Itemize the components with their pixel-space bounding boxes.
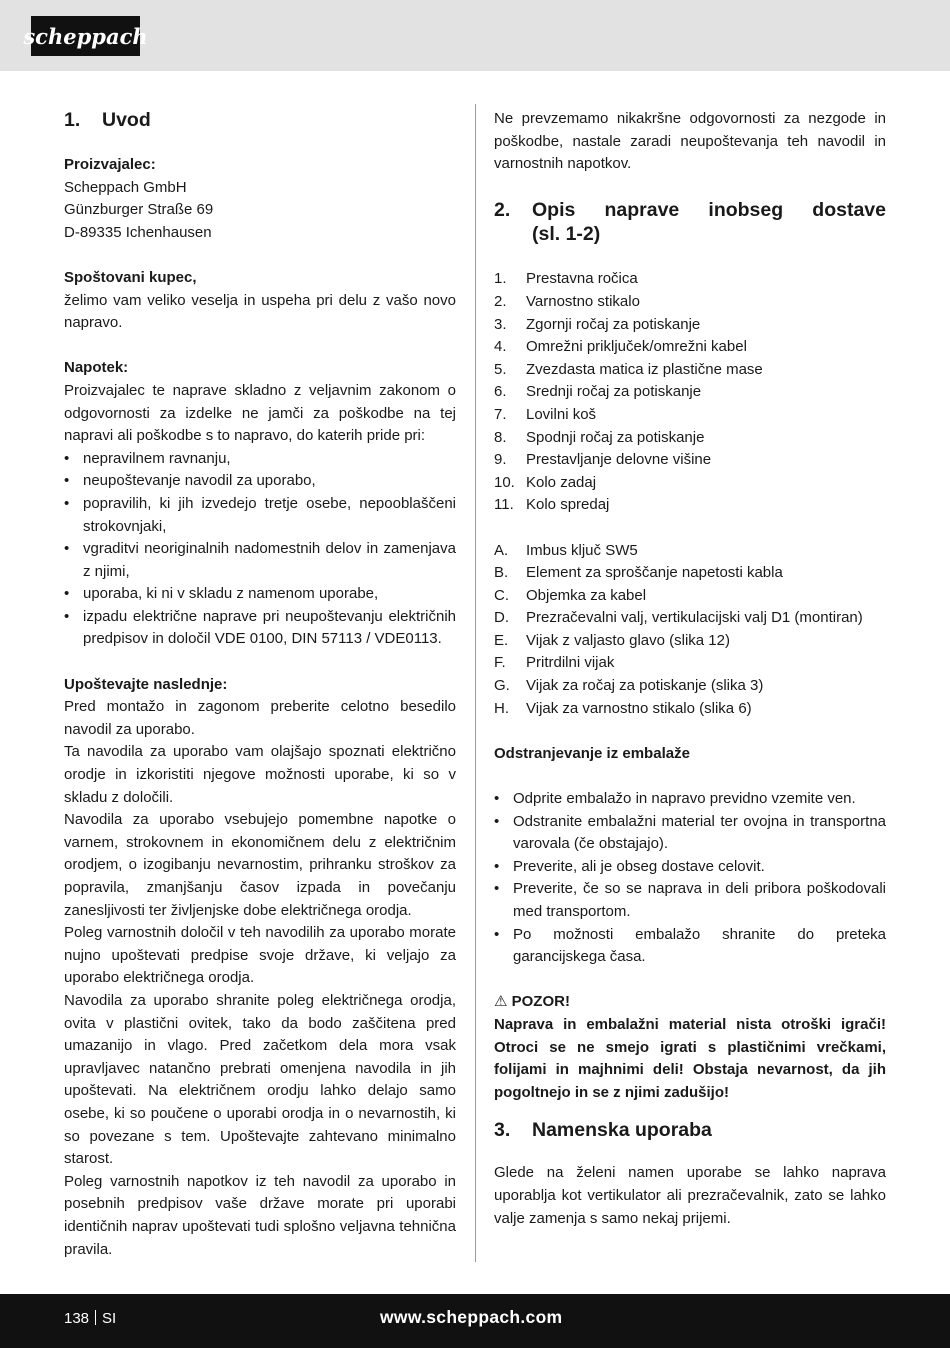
warning-label: POZOR! [511, 993, 570, 1011]
section-1-heading: 1. Uvod [64, 109, 151, 131]
list-item: E. Vijak z valjasto glavo (slika 12) [494, 631, 730, 649]
manufacturer-line: Scheppach GmbH [64, 178, 187, 196]
warning-triangle-icon: ⚠ [494, 993, 508, 1011]
note-label: Napotek: [64, 359, 129, 377]
list-item: • Odprite embalažo in napravo previdno vzemite ven. [494, 788, 886, 811]
customer-label: Spoštovani kupec, [64, 268, 197, 286]
list-item: H. Vijak za varnostno stikalo (slika 6) [494, 699, 752, 717]
list-item: • uporaba, ki ni v skladu z namenom uporabe, [64, 583, 456, 606]
list-item: 8. Spodnji ročaj za potiskanje [494, 428, 705, 446]
parts-list [494, 268, 886, 517]
unpack-bullet-list [494, 788, 886, 969]
observe-label: Upoštevajte naslednje: [64, 675, 228, 693]
scheppach-logo: scheppach [31, 16, 140, 56]
liability-text: Ne prevzemamo nikakršne odgovornosti za nezgode in poškodbe, nastale zaradi neupoštevanja teh navodil in varnostnih napotkov. [494, 110, 886, 173]
list-item: 10. Kolo zadaj [494, 473, 597, 491]
list-item: 7. Lovilni koš [494, 405, 597, 423]
website-link[interactable]: www.scheppach.com [380, 1307, 563, 1327]
list-item: • izpadu električne naprave pri neupoštevanju električnih predpisov in določil VDE 0100, DIN 57113 / VDE0113. [64, 606, 456, 651]
customer-text: želimo vam veliko veselja in uspeha pri delu z vašo novo napravo. [64, 291, 456, 332]
list-item: G. Vijak za ročaj za potiskanje (slika 3) [494, 677, 764, 695]
list-item: • nepravilnem ravnanju, [64, 448, 456, 471]
list-item: 4. Omrežni priključek/omrežni kabel [494, 338, 747, 356]
list-item: 2. Varnostno stikalo [494, 292, 640, 310]
list-item: • neupoštevanje navodil za uporabo, [64, 470, 456, 493]
language-code: SI [102, 1310, 117, 1327]
header-band [0, 0, 950, 71]
intended-use-text: Glede na želeni namen uporabe se lahko naprava uporablja kot vertikulator ali prezračevalnik, zato se lahko valje zamenja s samo nekaj prijemi. [494, 1164, 886, 1227]
manufacturer-label: Proizvajalec: [64, 156, 156, 173]
manufacturer-line: Günzburger Straße 69 [64, 201, 214, 219]
list-item: 5. Zvezdasta matica iz plastične mase [494, 360, 763, 378]
observe-paragraph: Ta navodila za uporabo vam olajšajo spoznati električno orodje in izkoristiti njegove možnosti uporabe, ki so v skladu z določili. [64, 743, 456, 806]
list-item: B. Element za sproščanje napetosti kabla [494, 564, 783, 582]
section-2-heading: 2. Opis naprave inobseg dostave [494, 199, 886, 222]
column-divider [475, 104, 476, 1262]
observe-paragraph: Pred montažo in zagonom preberite celotno besedilo navodil za uporabo. [64, 698, 456, 738]
observe-paragraph: Poleg varnostnih napotkov iz teh navodil za uporabo in posebnih predpisov vaše države morate pri uporabi identičnih naprav upoštevati tudi splošno veljavna tehnična pravila. [64, 1172, 456, 1258]
observe-paragraph: Navodila za uporabo vsebujejo pomembne napotke o varnem, strokovnem in ekonomičnem delu z električnim orodjem, o izogibanju nevarnostim, prihranku stroškov za popravila, zmanjšanju časov izpada in povečanju zanesljivosti ter življenjske dobe električnega orodja. [64, 811, 456, 919]
right-column [494, 108, 886, 1230]
section-3-heading: 3. Namenska uporaba [494, 1119, 712, 1142]
list-item: • Preverite, če so se naprava in deli pribora poškodovali med transportom. [494, 878, 886, 923]
warning-heading [494, 991, 886, 1014]
left-column [64, 108, 456, 1261]
list-item: 9. Prestavljanje delovne višine [494, 451, 712, 469]
note-bullet-list [64, 448, 456, 651]
list-item: • Odstranite embalažni material ter ovojna in transportna varovala (če obstajajo). [494, 811, 886, 856]
unpack-label: Odstranjevanje iz embalaže [494, 744, 690, 762]
warning-text: Naprava in embalažni material nista otroški igrači! Otroci se ne smejo igrati s plastičnimi vrečkami, folijami in majhnimi deli! Obstaja nevarnost, da jih pogoltnejo in se z njimi zadušijo! [494, 1015, 886, 1101]
list-item: 3. Zgornji ročaj za potiskanje [494, 315, 701, 333]
footer-band [0, 1294, 950, 1348]
list-item: F. Pritrdilni vijak [494, 654, 615, 672]
list-item: • popravilih, ki jih izvedejo tretje osebe, nepooblaščeni strokovnjaki, [64, 493, 456, 538]
list-item: • vgraditvi neoriginalnih nadomestnih delov in zamenjava z njimi, [64, 538, 456, 583]
list-item: C. Objemka za kabel [494, 586, 647, 604]
note-text: Proizvajalec te naprave skladno z veljavnim zakonom o odgovornosti za izdelke ne jamči za poškodbe na tej napravi ali poškodbe s to napravo, do katerih pride pri: [64, 381, 456, 445]
list-item: 6. Srednji ročaj za potiskanje [494, 383, 702, 401]
accessories-list [494, 540, 886, 721]
list-item: • Po možnosti embalažo shranite do preteka garancijskega časa. [494, 924, 886, 969]
page-number: 138 [64, 1310, 90, 1327]
list-item: D. Prezračevalni valj, vertikulacijski valj D1 (montiran) [494, 609, 863, 627]
observe-paragraph: Navodila za uporabo shranite poleg električnega orodja, ovita v plastični ovitek, tako da bodo zaščitena pred umazanijo in vlago. Pred začetkom dela mora vsak upravljavec natančno prebrati omenjena navodila in jih upoštevati. Na električnem orodju lahko delajo samo osebe, ki so poučene o uporabi orodja in o nevarnostih, ki so povezane s tem. Upoštevajte zahtevano minimalno starost. [64, 991, 456, 1168]
page-number-block [64, 1310, 116, 1327]
list-item: A. Imbus ključ SW5 [494, 541, 638, 559]
list-item: • Preverite, ali je obseg dostave celovit. [494, 856, 886, 879]
list-item: 11. Kolo spredaj [494, 496, 610, 514]
manufacturer-line: D-89335 Ichenhausen [64, 223, 212, 241]
section-2-heading-line2: (sl. 1-2) [532, 223, 601, 246]
observe-paragraph: Poleg varnostnih določil v teh navodilih za uporabo morate nujno upoštevati predpise svoje države, ki veljajo za uporabo električnega orodja. [64, 924, 456, 987]
list-item: 1. Prestavna ročica [494, 270, 638, 288]
